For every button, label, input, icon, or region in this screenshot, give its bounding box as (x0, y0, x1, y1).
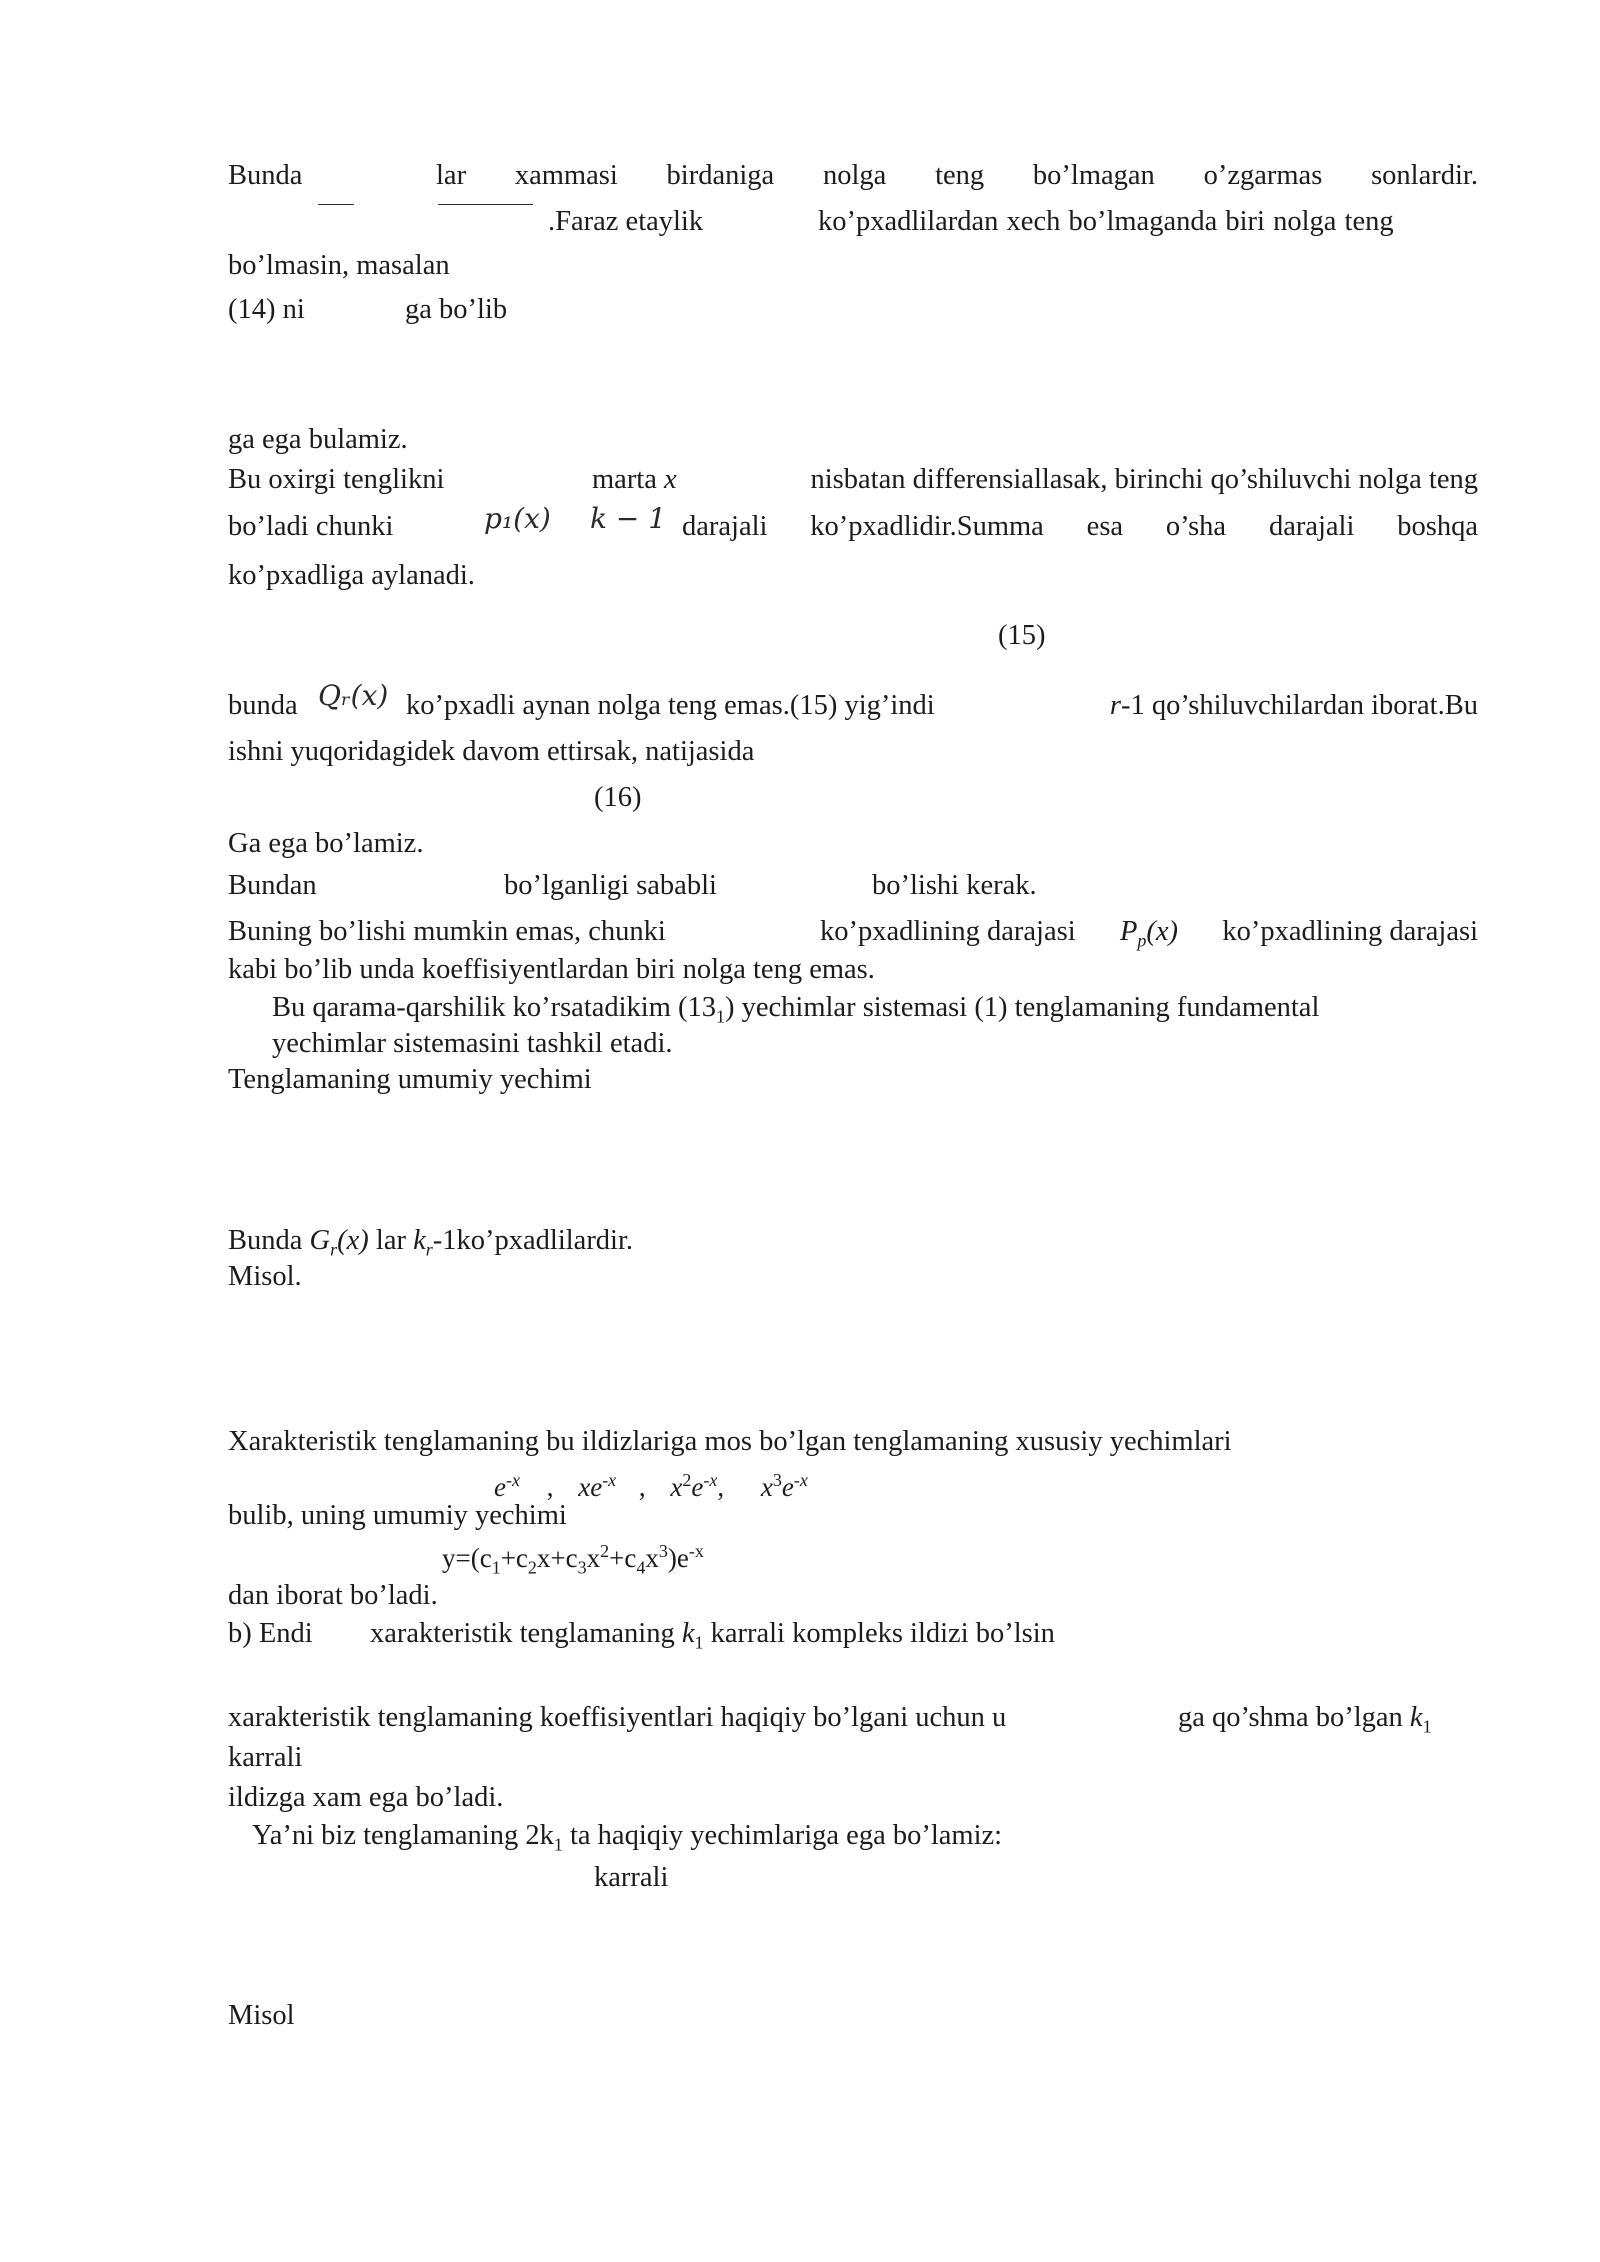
text-line-13-rest (820, 916, 1478, 951)
text-bunda-2: bunda (228, 690, 298, 721)
text-line-27: Ya’ni biz tenglamaning $2k_1$ ta haqiqiy yechimlariga ega bo’lamiz: (252, 1820, 1003, 1855)
text-line-14: kabi bo’lib unda koeffisiyentlardan biri nolga teng emas. (228, 954, 875, 985)
text-line-15 (272, 992, 1478, 1027)
text-line-7b: darajali ko’pxadlidir.Summa esa o’sha darajali boshqa (682, 511, 1478, 542)
text-line-11: Ga ega bo’lamiz. (228, 828, 424, 859)
word: birdaniga (666, 160, 775, 191)
text-line-21: bulib, uning umumiy yechimi (228, 1500, 567, 1531)
text-line-23-rest: xarakteristik tenglamaning $k_1$ karrali kompleks ildizi bo’lsin (370, 1618, 1055, 1653)
text-line-4a: (14) ni (228, 294, 305, 325)
text-line-13b: ko’pxadlining darajasi (820, 916, 1076, 947)
text-line-12c: bo’lishi kerak. (872, 870, 1037, 901)
text-line-24a: xarakteristik tenglamaning koeffisiyentlari haqiqiy bo’lgani uchun u (228, 1702, 1007, 1733)
text-line-22: dan iborat bo’ladi. (228, 1580, 438, 1611)
text-line-8: ko’pxadliga aylanadi. (228, 560, 475, 591)
text-line-7a: bo’ladi chunki (228, 511, 394, 542)
formula-k-minus-1: k − 1 (590, 502, 667, 535)
text-misol-1: Misol. (228, 1261, 302, 1292)
text-line-6-rest (592, 466, 1478, 495)
line-1 (228, 162, 302, 191)
text-line-4b: ga bo’lib (405, 294, 508, 325)
text-line-3: bo’lmasin, masalan (228, 250, 450, 281)
formula-p1x: p₁(x) (484, 502, 551, 535)
text-line-17: Tenglamaning umumiy yechimi (228, 1064, 592, 1095)
text-line-25: karrali (228, 1742, 303, 1773)
formula-qrx: Qᵣ(x) (318, 679, 389, 712)
text-line-9c: r-1 qo’shiluvchilardan iborat.Bu (1109, 690, 1478, 721)
text-line-6a: Bu oxirgi tenglikni (228, 464, 445, 495)
word: sonlardir. (1371, 160, 1478, 191)
text-bunda: Bunda (228, 160, 303, 191)
text-marta: marta x (592, 464, 677, 495)
text-faraz: .Faraz etaylik (548, 206, 704, 237)
word: bo’lmagan (1032, 160, 1155, 191)
text-line-9b: ko’pxadli aynan nolga teng emas.(15) yig’indi (406, 690, 935, 721)
word: o’zgarmas (1203, 160, 1323, 191)
text-line-12b: bo’lganligi sababli (504, 870, 717, 901)
text-line-20: Xarakteristik tenglamaning bu ildizlariga mos bo’lgan tenglamaning xususiy yechimlari (228, 1426, 1232, 1457)
line-1-rest (436, 162, 1478, 191)
text-line-24b: ga qo’shma bo’lgan $k_1$ (1178, 1702, 1432, 1737)
equation-number-16: (16) (594, 782, 642, 813)
text-line-16: yechimlar sistemasini tashkil etadi. (272, 1028, 673, 1059)
formula-general-solution: $y=(c_1+c_2x+c_3x^2+c_4x^3)e^{-x}$ (442, 1541, 704, 1578)
text-misol-2: Misol (228, 2000, 295, 2031)
text-karrali-2: karrali (594, 1862, 669, 1893)
text-line-18: Bunda $G_r(x)$ lar $k_r-1ko’pxadlilardir$. (228, 1225, 634, 1260)
word: lar (436, 160, 467, 191)
word: nolga (822, 160, 887, 191)
word: teng (935, 160, 985, 191)
text-line-23a: b) Endi (228, 1618, 313, 1649)
text-line-13c: ko’pxadlining darajasi (1222, 916, 1478, 947)
text-line-5: ga ega bulamiz. (228, 424, 408, 455)
formula-dash-1 (318, 204, 354, 205)
text-line-13a: Buning bo’lishi mumkin emas, chunki (228, 916, 666, 947)
formula-particular-solutions: $e^{-x}$ , $xe^{-x}$ , $x^2e^{-x}$, $x^3e^{-x}$ (494, 1470, 808, 1502)
text-line-15a: Bu qarama-qarshilik ko’rsatadikim $(13_1)$ yechimlar sistemasi (1) tenglamaning fundamental (272, 992, 1320, 1027)
text-line-26: ildizga xam ega bo’ladi. (228, 1782, 504, 1813)
text-line-10: ishni yuqoridagidek davom ettirsak, natijasida (228, 736, 755, 767)
text-line-9-rest (406, 692, 1478, 721)
formula-dash-2 (438, 204, 533, 205)
text-line-2-rest: ko’pxadlilardan xech bo’lmaganda biri nolga teng (818, 206, 1394, 237)
formula-ppx: $P_p(x)$ (1119, 916, 1179, 951)
equation-number-15: (15) (998, 620, 1046, 651)
text-line-6c: nisbatan differensiallasak, birinchi qo’shiluvchi nolga teng (810, 464, 1478, 495)
text-line-12a: Bundan (228, 870, 317, 901)
word: xammasi (514, 160, 618, 191)
